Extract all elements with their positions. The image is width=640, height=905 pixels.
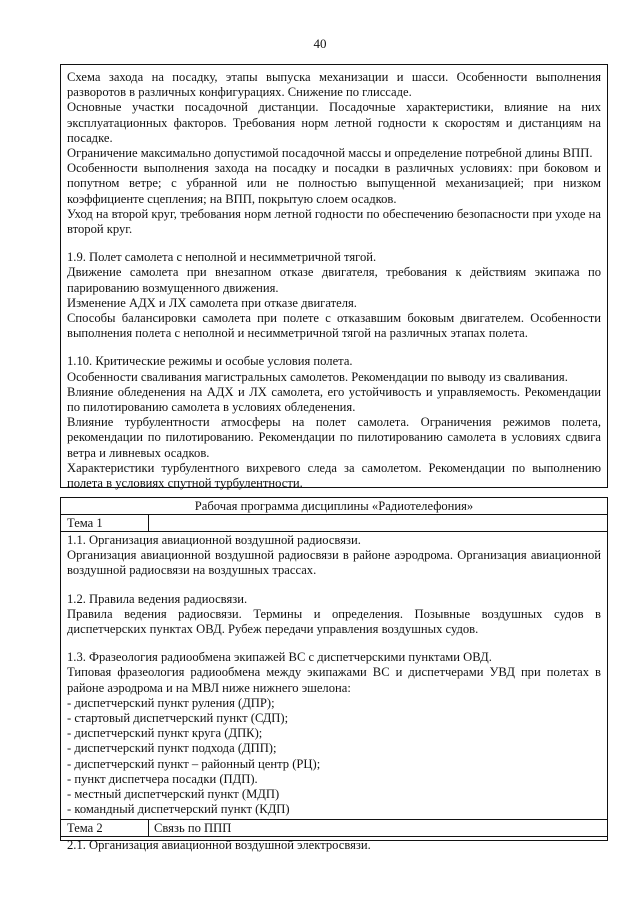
- page-number: 40: [313, 36, 327, 51]
- list-item: - диспетчерский пункт круга (ДПК);: [67, 726, 263, 741]
- paragraph: Особенности выполнения захода на посадку и посадки в различных условиях: при боковом и попутном ветре; с убранной или не полностью выпущенной механизацией; при низком коэффициенте сцепления; на ВПП, покрытую слоем осадков.: [67, 161, 601, 206]
- paragraph-spacer: [67, 237, 601, 250]
- list-item: - диспетчерский пункт подхода (ДПП);: [67, 741, 277, 756]
- paragraph: Основные участки посадочной дистанции. Посадочные характеристики, влияние на них эксплуатационных факторов. Требования норм летной годности к скоростям и дистанциям на посадке.: [67, 100, 601, 145]
- paragraph: Схема захода на посадку, этапы выпуска механизации и шасси. Особенности выполнения разворотов в различных конфигурациях. Снижение по глиссаде.: [67, 70, 601, 100]
- list-item: - диспетчерский пункт – районный центр (РЦ);: [67, 756, 321, 771]
- paragraph: Организация авиационной воздушной радиосвязи в районе аэродрома. Организация авиационной воздушной радиосвязи на воздушных трассах.: [67, 548, 601, 578]
- paragraph: Уход на второй круг, требования норм летной годности по обеспечению безопасности при уходе на второй круг.: [67, 206, 601, 237]
- topic-header-row: [61, 515, 607, 532]
- subsection-heading: 1.1. Организация авиационной воздушной радиосвязи.: [67, 533, 361, 547]
- list-item: - стартовый диспетчерский пункт (СДП);: [67, 711, 289, 726]
- subsection-heading: 1.10. Критические режимы и особые условия полета.: [67, 354, 353, 369]
- list-item: - командный диспетчерский пункт (КДП): [67, 802, 290, 817]
- paragraph-spacer: [67, 341, 601, 354]
- paragraph: Изменение АДХ и ЛХ самолета при отказе двигателя.: [67, 295, 357, 310]
- paragraph: Влияние обледенения на АДХ и ЛХ самолета, его устойчивость и управляемость. Рекомендации по пилотированию самолета в условиях обледенения.: [67, 384, 601, 415]
- paragraph: Типовая фразеология радиообмена между экипажами ВС и диспетчерами УВД при полетах в районе аэродрома и на МВЛ ниже нижнего эшелона:: [67, 665, 601, 695]
- list-item: - местный диспетчерский пункт (МДП): [67, 787, 280, 802]
- syllabus-section-aerodynamics: [60, 64, 608, 491]
- subsection-heading: 1.9. Полет самолета с неполной и несимметричной тягой.: [67, 250, 377, 265]
- table-title: Рабочая программа дисциплины «Радиотелефония»: [61, 498, 607, 515]
- paragraph: Движение самолета при внезапном отказе двигателя, требования к действиям экипажа по парированию возмущенного движения.: [67, 265, 601, 295]
- topic-label: Тема 2: [61, 820, 149, 836]
- list-item: - пункт диспетчера посадки (ПДП).: [67, 771, 258, 786]
- paragraph: Влияние турбулентности атмосферы на полет самолета. Ограничения режимов полета, рекомендации по пилотированию. Рекомендации по пилотированию самолета в условиях сдвига ветра и ливневых осадков.: [67, 415, 601, 460]
- topic-label: Тема 1: [61, 515, 149, 531]
- topic-content: [61, 532, 607, 820]
- paragraph: Ограничение максимально допустимой посадочной массы и определение потребной длины ВПП.: [67, 146, 593, 161]
- subsection-heading: 2.1. Организация авиационной воздушной электросвязи.: [67, 838, 371, 853]
- paragraph-spacer: [67, 637, 601, 650]
- subsection-heading: 1.3. Фразеология радиообмена экипажей ВС с диспетчерскими пунктами ОВД.: [67, 650, 492, 665]
- list-item: - диспетчерский пункт руления (ДПР);: [67, 695, 275, 710]
- subsection-heading: 1.2. Правила ведения радиосвязи.: [67, 591, 248, 606]
- paragraph: Правила ведения радиосвязи. Термины и определения. Позывные воздушных судов в диспетчерских пунктах ОВД. Рубеж передачи управления воздушных судов.: [67, 606, 601, 637]
- topic-name: [149, 515, 607, 531]
- paragraph: Способы балансировки самолета при полете с отказавшим боковым двигателем. Особенности выполнения полета с неполной и несимметричной тягой на различных этапах полета.: [67, 311, 601, 341]
- syllabus-table-radiotelephony: [60, 497, 608, 853]
- topic-header-row: [61, 820, 607, 837]
- paragraph: Особенности сваливания магистральных самолетов. Рекомендации по выводу из сваливания.: [67, 369, 568, 384]
- paragraph-spacer: [67, 579, 601, 592]
- paragraph: Характеристики турбулентного вихревого следа за самолетом. Рекомендации по выполнению полета в условиях спутной турбулентности.: [67, 460, 601, 491]
- topic-name: Связь по ППП: [154, 821, 232, 836]
